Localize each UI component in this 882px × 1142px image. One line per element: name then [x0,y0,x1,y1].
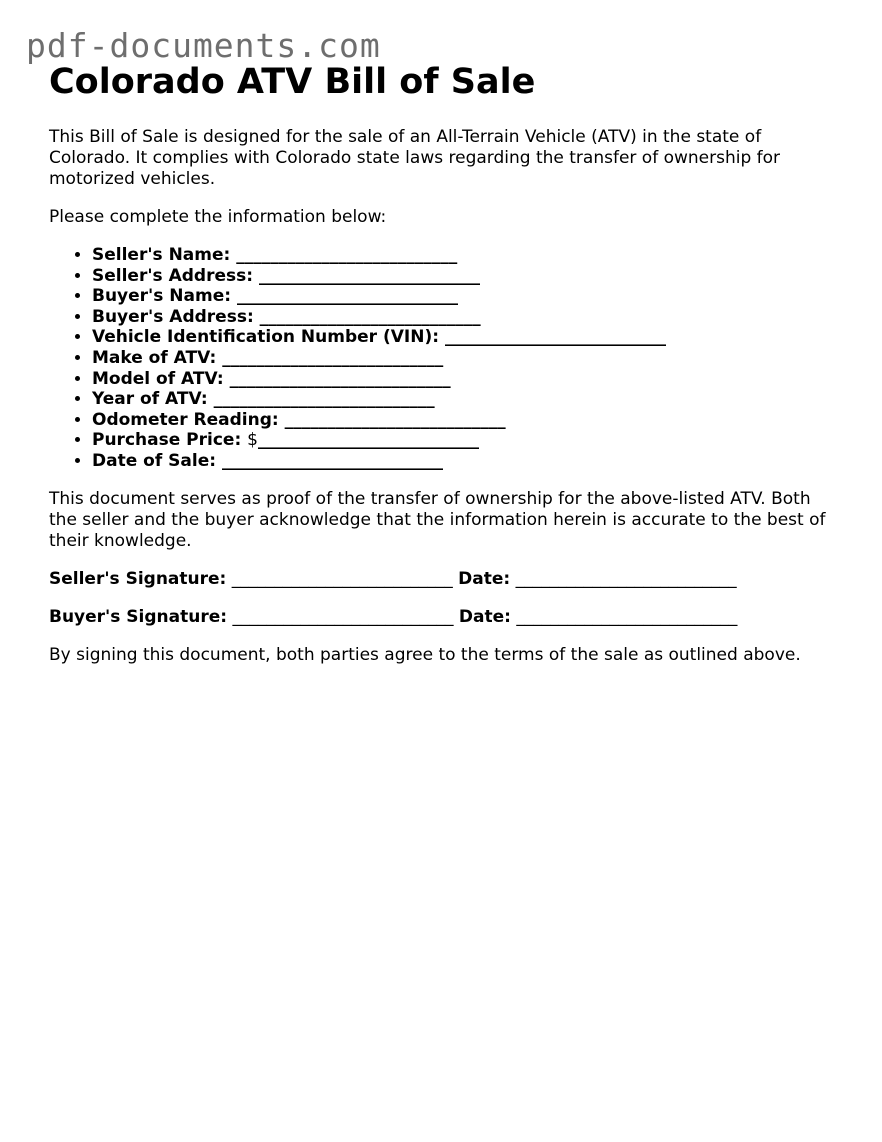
instructions-text: Please complete the information below: [49,207,387,227]
field-odometer [92,410,839,431]
field-label: Seller's Name: [92,245,231,265]
document-title: Colorado ATV Bill of Sale [49,62,536,102]
field-label: Make of ATV: [92,347,217,368]
field-blank[interactable]: __________________________ [258,265,480,286]
information-fields-list [49,245,839,472]
field-blank[interactable]: __________________________ [444,327,666,348]
seller-date-label: Date: [458,568,511,589]
field-blank[interactable]: __________________________ [284,409,506,430]
intro-paragraph: This Bill of Sale is designed for the sale of an All-Terrain Vehicle (ATV) in the state of Colorado. It complies with Colorado state laws regarding the transfer of ownership for motorized vehicles. [49,127,781,189]
field-date-of-sale [92,451,839,472]
field-label: Odometer Reading: [92,409,279,430]
field-make [92,348,839,369]
document-body [49,60,839,666]
field-prefix: $ [247,430,258,451]
field-label: Year of ATV: [92,389,208,410]
field-model [92,369,839,390]
field-blank[interactable]: __________________________ [221,450,443,471]
field-blank[interactable]: __________________________ [259,306,481,327]
field-label: Vehicle Identification Number (VIN): [92,327,440,348]
field-blank[interactable]: __________________________ [236,245,458,265]
closing-statement: By signing this document, both parties agree to the terms of the sale as outlined above. [49,644,801,665]
buyer-signature-label: Buyer's Signature: [49,606,228,627]
seller-signature-blank[interactable]: __________________________ [231,568,453,589]
field-buyers-name [92,286,839,307]
field-label: Buyer's Name: [92,286,232,307]
field-label: Model of ATV: [92,368,224,389]
field-blank[interactable]: __________________________ [222,347,444,368]
field-blank[interactable]: __________________________ [213,389,435,410]
acknowledgement-paragraph: This document serves as proof of the transfer of ownership for the above-listed ATV. Both the seller and the buyer acknowledge that the information herein is accurate to the best of their knowledge. [49,488,826,551]
field-buyers-address [92,307,839,328]
field-label: Purchase Price: [92,430,242,451]
buyer-signature-line [49,607,839,628]
field-blank[interactable]: __________________________ [229,368,451,389]
field-label: Buyer's Address: [92,306,254,327]
field-blank[interactable]: __________________________ [258,430,479,451]
field-sellers-name [92,245,839,266]
seller-signature-line [49,569,839,590]
field-year [92,389,839,410]
field-blank[interactable]: __________________________ [236,286,458,307]
site-watermark: pdf-documents.com [26,26,381,65]
seller-signature-label: Seller's Signature: [49,568,227,589]
field-vin [92,327,839,348]
seller-date-blank[interactable]: __________________________ [515,568,737,589]
field-sellers-address [92,266,839,287]
buyer-signature-blank[interactable]: __________________________ [232,606,454,627]
field-label: Seller's Address: [92,265,254,286]
buyer-date-label: Date: [458,606,511,627]
field-label: Date of Sale: [92,450,217,471]
buyer-date-blank[interactable]: __________________________ [516,606,738,627]
field-purchase-price [92,430,839,451]
